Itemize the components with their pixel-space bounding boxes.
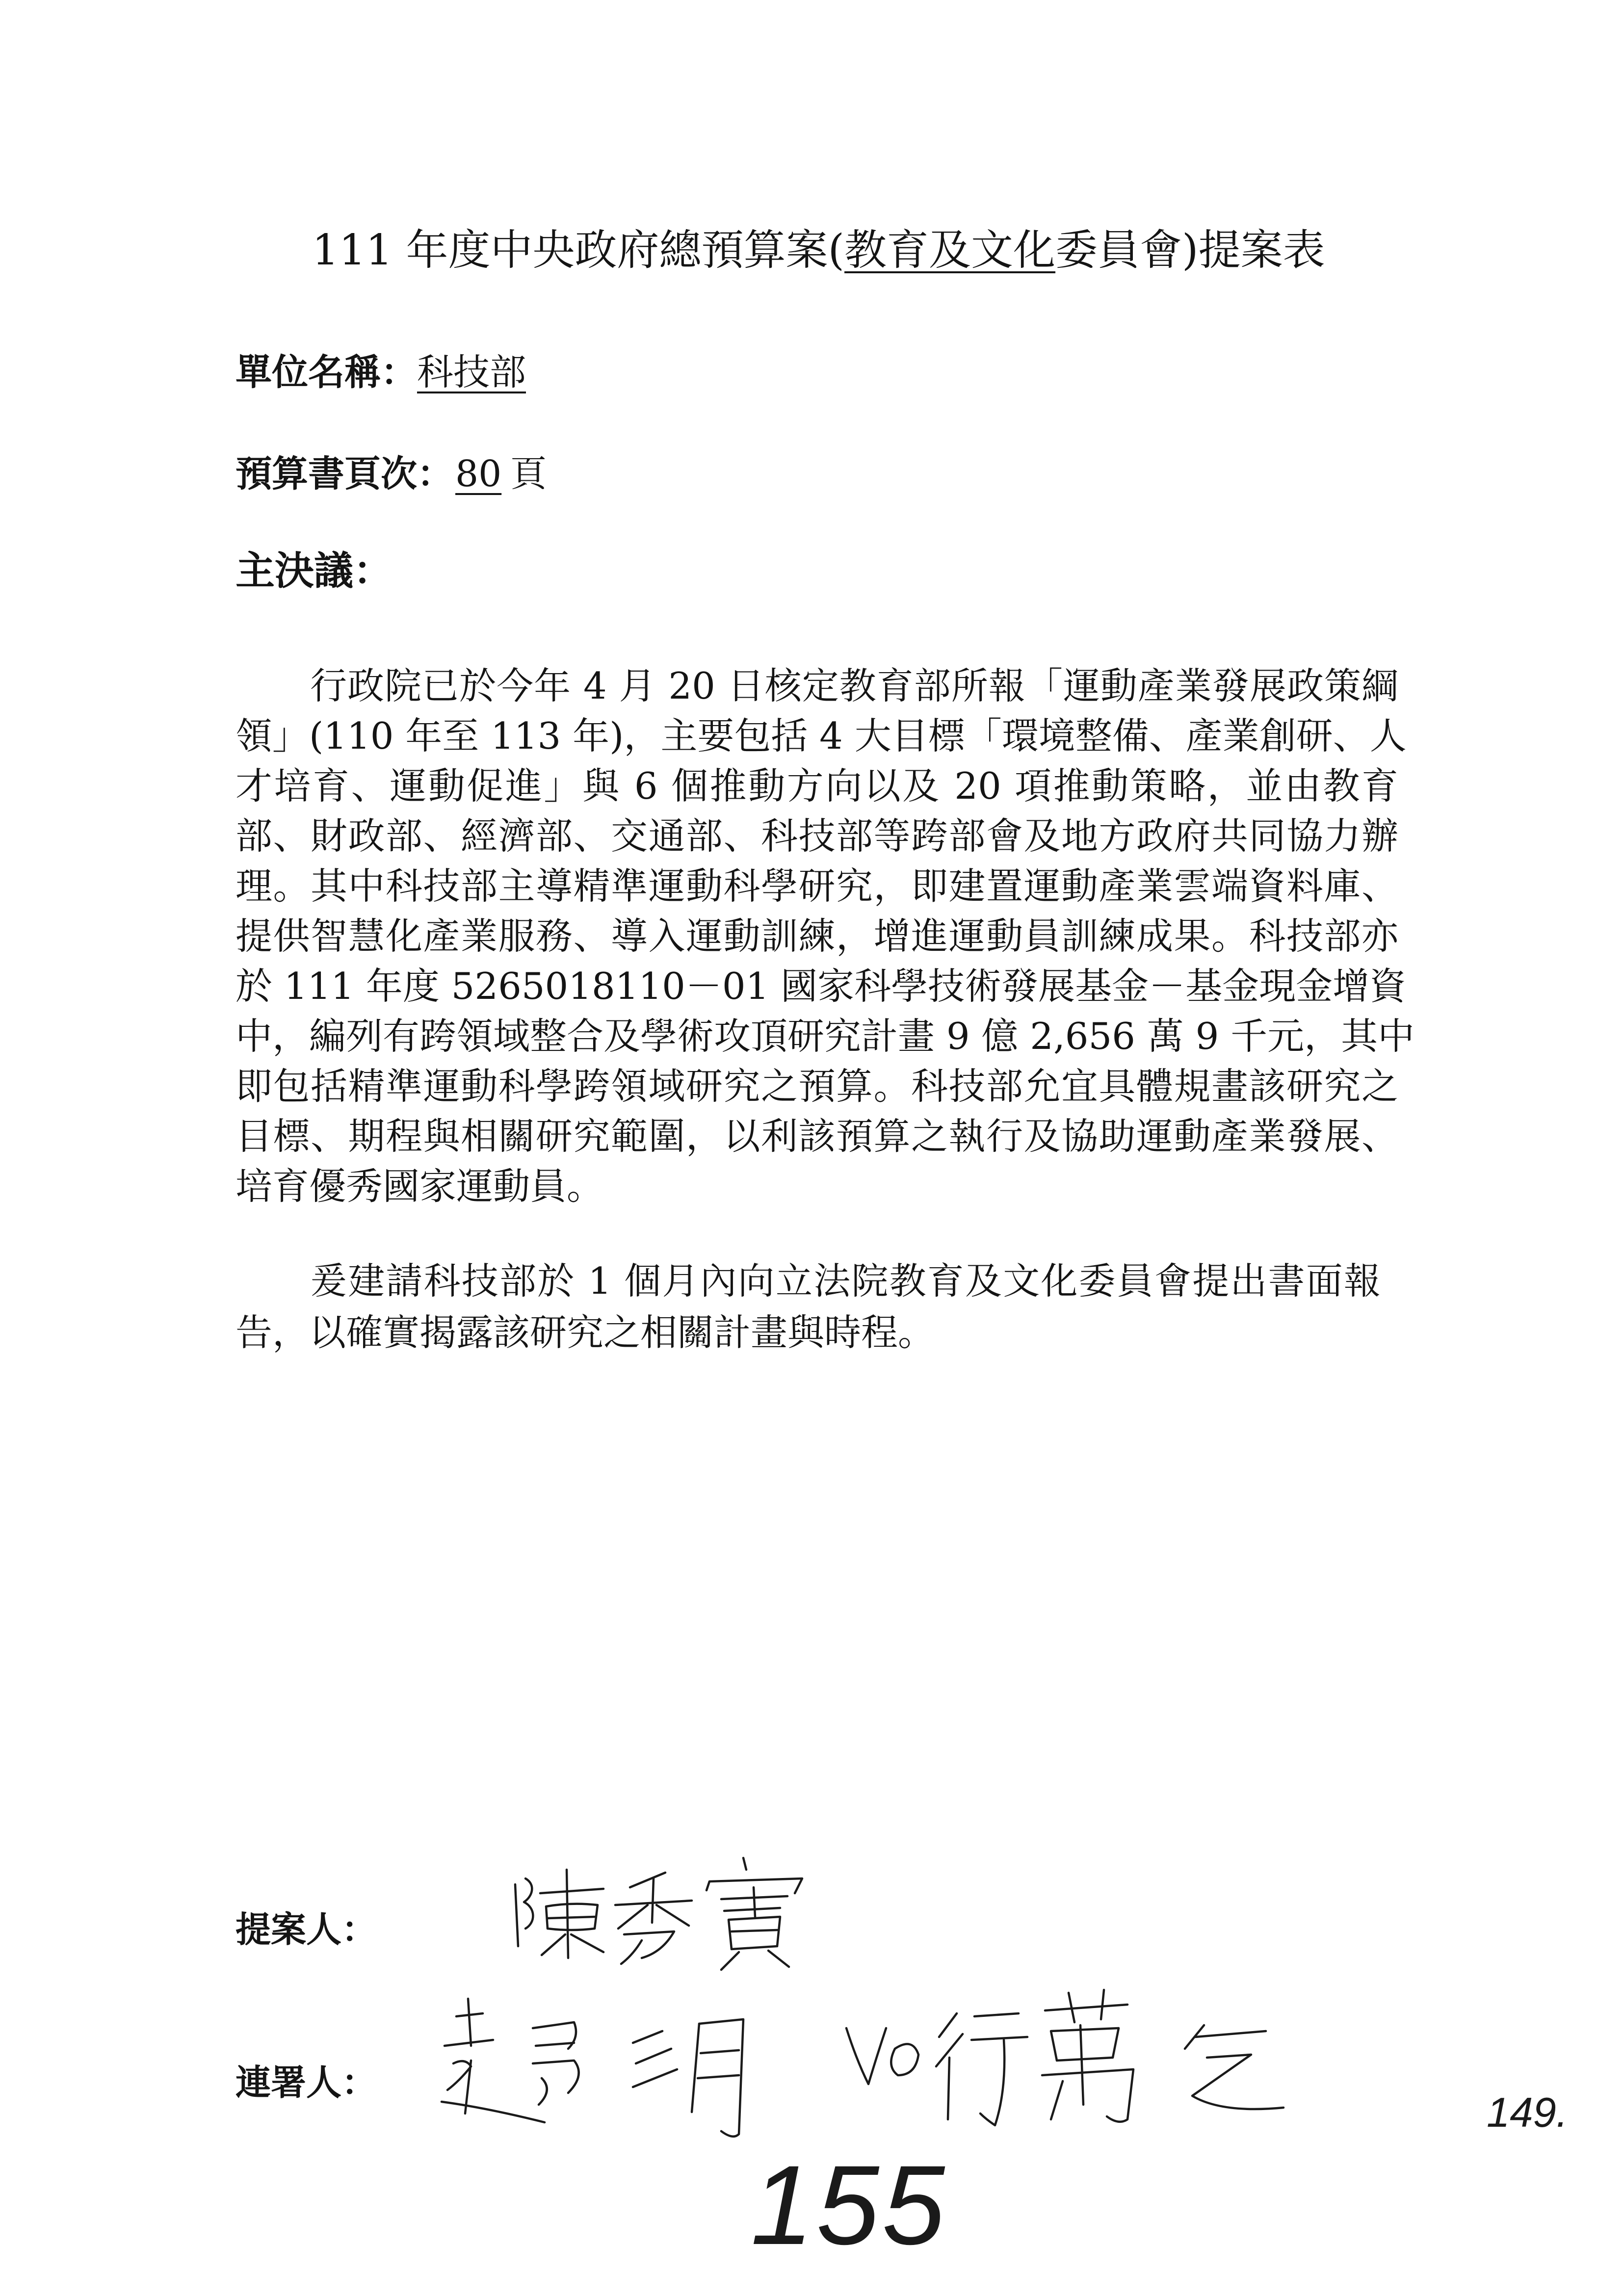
- proposer-signature: [500, 1852, 824, 1977]
- paragraph-line: 理。其中科技部主導精準運動科學研究，即建置運動產業雲端資料庫、: [236, 864, 1398, 908]
- budget-page-suffix: 頁: [510, 453, 547, 495]
- resolution-paragraph-1: [236, 661, 1415, 1211]
- paragraph-line: 即包括精準運動科學跨領域研究之預算。科技部允宜具體規畫該研究之: [236, 1065, 1398, 1108]
- proposer-signature-char-1: [515, 1870, 603, 1958]
- title-suffix: 委員會)提案表: [1055, 226, 1325, 275]
- resolution-heading: 主決議：: [236, 548, 393, 594]
- proposer-signature-char-3: [707, 1858, 802, 1970]
- budget-page-value: 80: [455, 453, 502, 495]
- cosigner-signature-2: [846, 1990, 1283, 2125]
- budget-page-label: 預算書頁次：: [236, 453, 453, 495]
- proposer-label: 提案人：: [236, 1909, 377, 1950]
- page-title: [312, 227, 1325, 274]
- paragraph-line: 目標、期程與相關研究範圍，以利該預算之執行及協助運動產業發展、: [236, 1115, 1398, 1158]
- unit-name-row: [236, 349, 526, 396]
- cosigners-label: 連署人：: [236, 2062, 377, 2103]
- title-prefix: 111 年度中央政府總預算案(: [312, 226, 845, 275]
- paragraph-line: 領」(110 年至 113 年)，主要包括 4 大目標「環境整備、產業創研、人: [236, 714, 1407, 757]
- paragraph-line: 部、財政部、經濟部、交通部、科技部等跨部會及地方政府共同協力辦: [236, 814, 1398, 858]
- paragraph-line: 培育優秀國家運動員。: [236, 1165, 604, 1208]
- paragraph-line: 提供智慧化產業服務、導入運動訓練，增進運動員訓練成果。科技部亦: [236, 914, 1398, 958]
- proposer-signature-char-2: [615, 1873, 692, 1964]
- paragraph-line: 爰建請科技部於 1 個月內向立法院教育及文化委員會提出書面報: [310, 1259, 1381, 1303]
- cosigner-signature-1: [442, 1999, 743, 2137]
- unit-name-label: 單位名稱：: [236, 351, 417, 393]
- unit-name-value: 科技部: [417, 351, 526, 393]
- handwritten-page-number: 149.: [1487, 2089, 1568, 2136]
- title-committee-underlined: 教育及文化: [844, 226, 1056, 275]
- paragraph-line: 於 111 年度 5265018110－01 國家科學技術發展基金－基金現金增資: [236, 965, 1407, 1008]
- paragraph-line: 告，以確實揭露該研究之相關計畫與時程。: [236, 1311, 935, 1354]
- budget-page-row: [236, 450, 547, 497]
- paragraph-line: 才培育、運動促進」與 6 個推動方向以及 20 項推動策略，並由教育: [236, 764, 1398, 808]
- resolution-paragraph-2: [236, 1255, 1398, 1358]
- handwritten-number: 155: [751, 2142, 948, 2268]
- paragraph-line: 中，編列有跨領域整合及學術攻頂研究計畫 9 億 2,656 萬 9 千元，其中: [236, 1015, 1415, 1058]
- paragraph-line: 行政院已於今年 4 月 20 日核定教育部所報「運動產業發展政策綱: [310, 664, 1398, 707]
